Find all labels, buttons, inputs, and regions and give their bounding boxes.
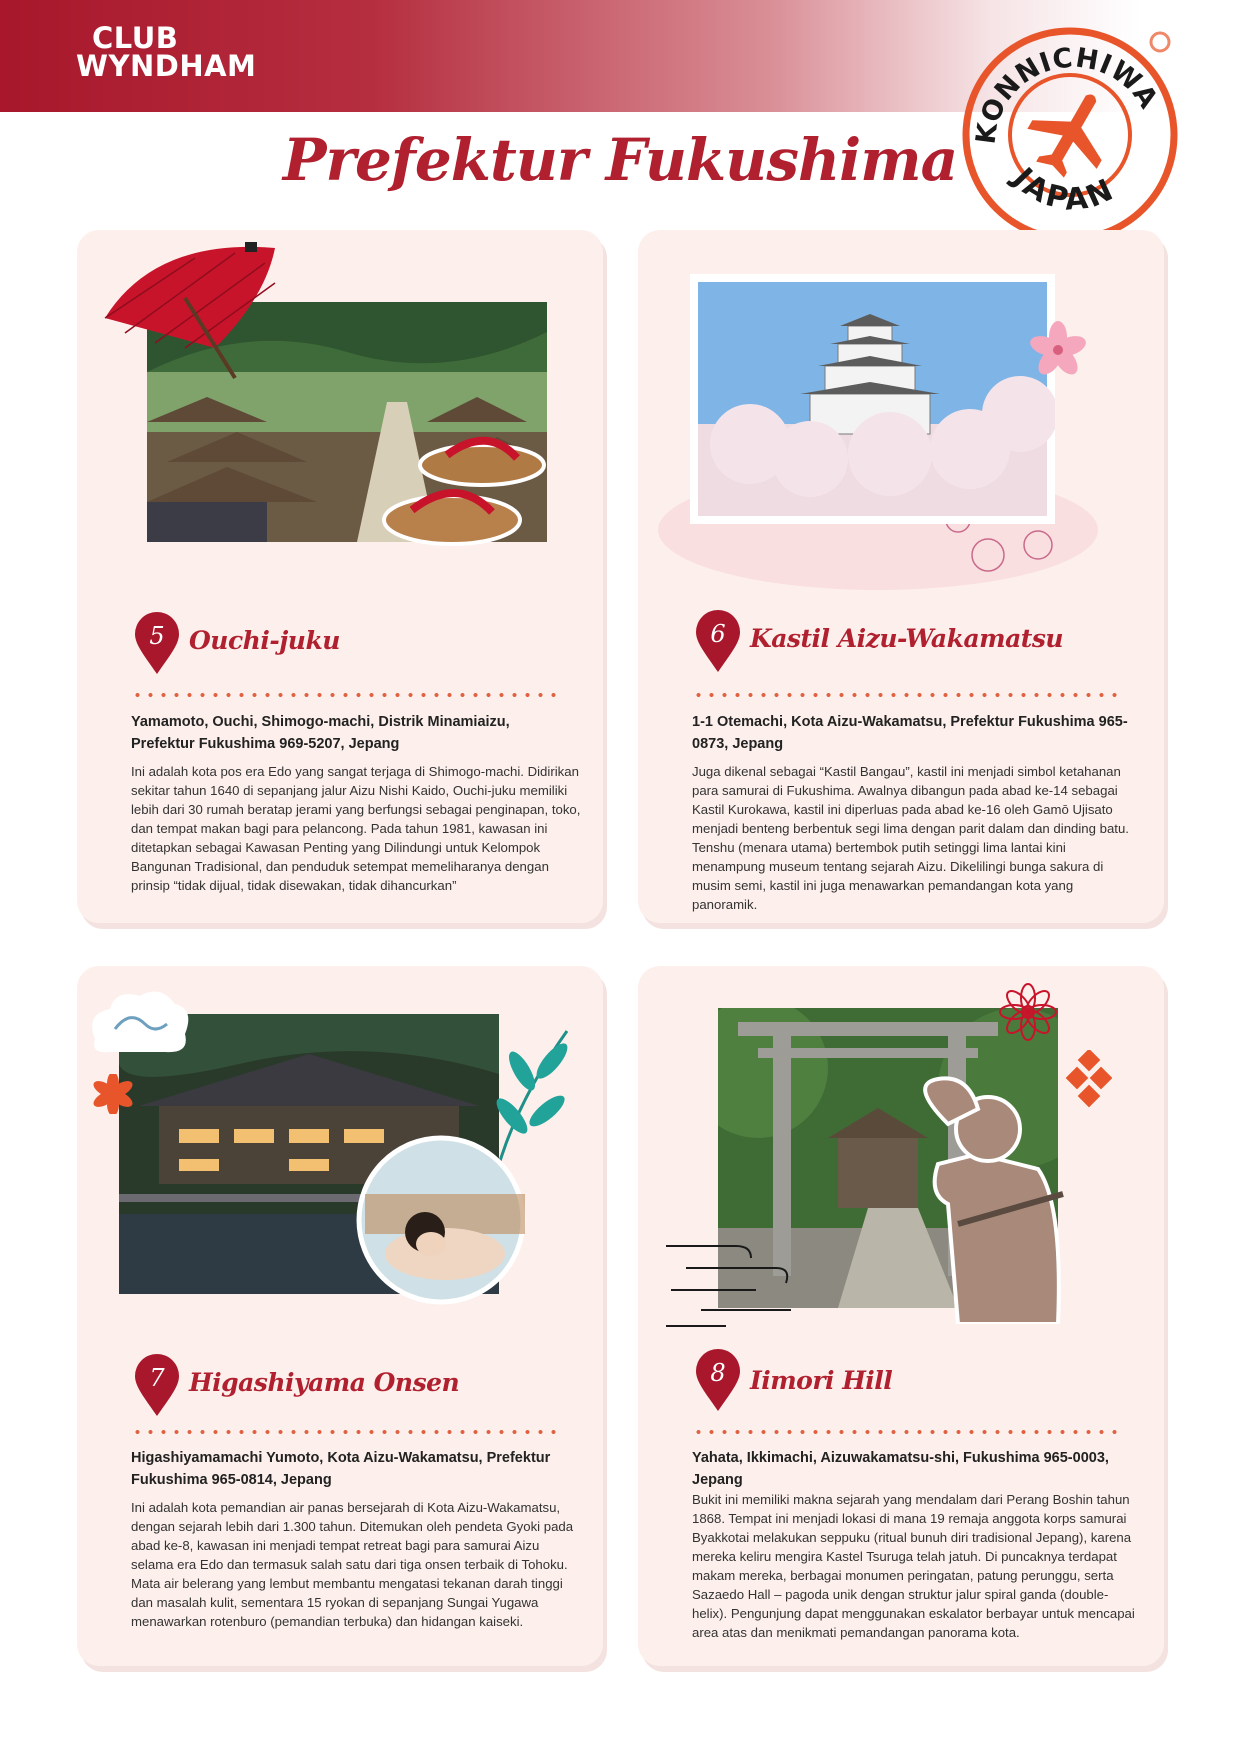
cloud-illustration (85, 984, 195, 1064)
spot-number: 5 (149, 622, 165, 650)
logo-line-1: CLUB (92, 21, 179, 55)
orange-diamonds-icon (1066, 1050, 1112, 1110)
spot-card-higashiyama-onsen (77, 966, 603, 1666)
dotted-divider (131, 1430, 561, 1434)
spot-description: Bukit ini memiliki makna sejarah yang mendalam dari Perang Boshin tahun 1868. Tempat ini menjadi lokasi di mana 19 remaja anggota korps samurai Byakkotai melakukan seppuku (ritual bunuh diri tradisional Jepang), karena mereka keliru mengira Kastel Tsuruga telah jatuh. Di puncaknya terdapat makam mereka, berbagai monumen peringatan, patung perunggu, serta Sazaedo Hall – pagoda unik dengan struktur jalur spiral ganda (double-helix). Pengunjung dapat menggunakan eskalator berbayar untuk mencapai area atas dan menikmati pemandangan panorama kota. (692, 1492, 1135, 1640)
spot-card-iimori-hill (638, 966, 1164, 1666)
spot-card-kastil-aizu-wakamatsu (638, 230, 1164, 923)
dotted-divider (692, 693, 1122, 697)
location-pin-icon (694, 608, 742, 674)
spot-address: Yahata, Ikkimachi, Aizuwakamatsu-shi, Fukushima 965-0003, Jepang (692, 1450, 1109, 1488)
sakura-flower-icon (1028, 320, 1088, 380)
spot-number: 8 (710, 1359, 726, 1387)
geta-sandals-illustration (377, 420, 547, 560)
spot-card-ouchi-juku (77, 230, 603, 923)
spot-description: Juga dikenal sebagai “Kastil Bangau”, kastil ini menjadi simbol ketahanan para samurai di Fukushima. Awalnya dibangun pada abad ke-14 sebagai Kastil Kurokawa, kastil ini diperluas pada abad ke-16 oleh Gamō Ujisato menjadi benteng berbentuk segi lima dengan parit dalam dan dinding batu. Tenshu (menara utama) bertembok putih setinggi lima lantai kini menampung museum tentang sejarah Aizu. Dikelilingi bunga sakura di musim semi, kastil ini juga menawarkan pemandangan kota yang panoramik. (692, 764, 1129, 912)
wave-lines-illustration (666, 1238, 796, 1330)
spot-address: 1-1 Otemachi, Kota Aizu-Wakamatsu, Prefektur Fukushima 965-0873, Jepang (692, 714, 1128, 752)
stamp-top-text: KONNICHIWA (970, 42, 1164, 146)
spot-description: Ini adalah kota pos era Edo yang sangat terjaga di Shimogo-machi. Didirikan sekitar tahun 1640 di sepanjang jalur Aizu Nishi Kaido, Ouchi-juku memiliki lebih dari 30 rumah beratap jerami yang berfungsi sebagai penginapan, toko, dan tempat makan bagi para pelancong. Pada tahun 1981, kawasan ini ditetapkan sebagai Kawasan Penting yang Dilindungi untuk Kelompok Bangunan Tradisional, dan penduduk setempat memeliharanya dengan prinsip “tidak dijual, tidak disewakan, tidak dihancurkan” (131, 764, 581, 893)
page-title: Prefektur Fukushima (282, 126, 958, 194)
spot-address: Yamamoto, Ouchi, Shimogo-machi, Distrik Minamiaizu, Prefektur Fukushima 969-5207, Jepang (131, 714, 510, 752)
red-line-flower-icon (998, 982, 1058, 1042)
spot-title: Ouchi-juku (189, 626, 340, 655)
club-wyndham-logo (76, 21, 257, 83)
spot-description: Ini adalah kota pemandian air panas bersejarah di Kota Aizu-Wakamatsu, dengan sejarah lebih dari 1.300 tahun. Ditemukan oleh pendeta Gyoki pada abad ke-8, kawasan ini menjadi tempat retreat bagi para samurai Aizu selama era Edo dan termasuk salah satu dari tiga onsen terbaik di Tohoku. Mata air belerang yang lembut membantu mengatasi tekanan darah tinggi dan masalah kulit, sementara 15 ryokan di sepanjang Sungai Yugawa menawarkan rotenburo (pemandian terbuka) dan hidangan kaiseki. (131, 1500, 574, 1629)
dotted-divider (131, 693, 561, 697)
location-pin-icon (133, 610, 181, 676)
location-pin-icon (694, 1347, 742, 1413)
spot-address: Higashiyamamachi Yumoto, Kota Aizu-Wakamatsu, Prefektur Fukushima 965-0814, Jepang (131, 1450, 551, 1488)
woman-relaxing-onsen-photo (355, 1134, 527, 1306)
location-pin-icon (133, 1352, 181, 1418)
byakkotai-statue-photo (888, 1074, 1088, 1324)
dotted-divider (692, 1430, 1122, 1434)
spot-number: 6 (710, 620, 726, 648)
orange-flower-icon (93, 1074, 133, 1114)
konnichiwa-japan-stamp (955, 20, 1185, 250)
stamp-bottom-text: JAPAN (1005, 161, 1121, 218)
spot-title: Higashiyama Onsen (189, 1368, 460, 1397)
red-umbrella-illustration (95, 238, 305, 388)
spot-title: Kastil Aizu-Wakamatsu (750, 624, 1064, 653)
spot-number: 7 (149, 1364, 165, 1392)
aizu-castle-photo (690, 274, 1055, 524)
spot-title: Iimori Hill (750, 1366, 893, 1395)
logo-line-2: WYNDHAM (76, 49, 257, 83)
